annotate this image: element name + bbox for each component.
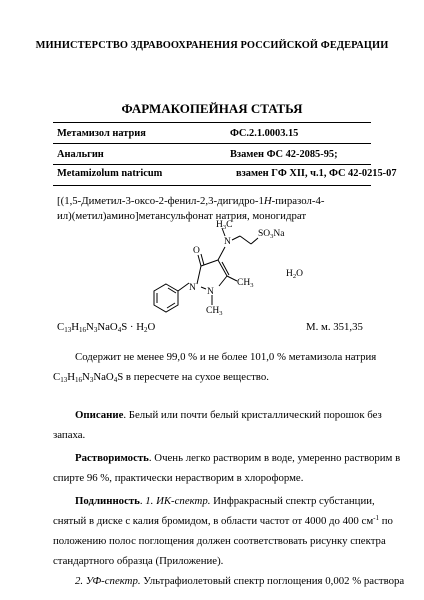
document-type-heading: ФАРМАКОПЕЙНАЯ СТАТЬЯ xyxy=(121,101,303,116)
replaces-note-1: Взамен ФС 42-2085-95; xyxy=(230,149,338,160)
description-line-2: запаха. xyxy=(53,429,86,441)
content-line-2: $C_{13}H_{16}N_3NaO_4S$ в пересчете на сухое вещество. xyxy=(53,371,269,384)
name-russian: Метамизол натрия xyxy=(57,128,146,139)
identity-line-2: снятый в диске с калия бромидом, в области частот от 4000 до 400 $см^{-1}$ по xyxy=(53,514,393,527)
label-h3c: $H_3C$ xyxy=(216,220,233,231)
label-ch3-right: $CH_3$ xyxy=(237,278,254,289)
molecular-mass: М. м. 351,35 xyxy=(306,321,363,333)
name-alternative: Анальгин xyxy=(57,149,104,160)
label-n-amine: N xyxy=(224,237,231,247)
molecular-formula: $C_{13}H_{16}N_3NaO_4S \cdot H_2O$ xyxy=(57,321,156,334)
ministry-heading: МИНИСТЕРСТВО ЗДРАВООХРАНЕНИЯ РОССИЙСКОЙ ФЕДЕРАЦИИ xyxy=(35,40,389,51)
identity-uv-line: 2. УФ-спектр. Ультрафиолетовый спектр поглощения 0,002 % раствора xyxy=(75,575,405,587)
description-line-1: Описание. Белый или почти белый кристаллический порошок без xyxy=(75,409,382,421)
identity-line-3: положению полос поглощения должен соответствовать рисунку спектра xyxy=(53,535,386,547)
solubility-paragraph xyxy=(53,448,401,488)
solubility-line-2: спирте 96 %, практически нерастворим в хлороформе. xyxy=(53,472,304,484)
label-n1: N xyxy=(189,283,196,293)
label-n2: N xyxy=(207,287,214,297)
chemical-name-line-2: ил)(метил)амино]метансульфонат натрия, моногидрат xyxy=(57,210,307,222)
label-so3na: $SO_3Na$ xyxy=(258,229,285,240)
name-latin: Metamizolum natricum xyxy=(57,168,163,179)
label-ch3-bottom: $CH_3$ xyxy=(206,306,223,317)
identity-line-1: Подлинность. 1. ИК-спектр. Инфракрасный спектр субстанции, xyxy=(75,495,375,507)
bond-n-carbonyl xyxy=(197,266,201,284)
identity-line-4: стандартного образца (Приложение). xyxy=(53,555,224,567)
solubility-line-1: Растворимость. Очень легко растворим в воде, умеренно растворим в xyxy=(75,452,401,464)
description-paragraph xyxy=(53,405,382,445)
content-line-1: Содержит не менее 99,0 % и не более 101,0 % метамизола натрия xyxy=(75,351,377,363)
label-water: $H_2O$ xyxy=(286,269,303,280)
content-paragraph xyxy=(53,347,377,387)
document-code: ФС.2.1.0003.15 xyxy=(230,128,299,139)
chemical-name-line-1: [(1,5-Диметил-3-оксо-2-фенил-2,3-дигидро-1H-пиразол-4- xyxy=(57,195,325,207)
replaces-note-2: взамен ГФ XII, ч.1, ФС 42-0215-07 xyxy=(236,168,397,179)
benzene-ring xyxy=(154,284,178,312)
identity-paragraph xyxy=(53,491,405,591)
label-o: O xyxy=(193,246,200,256)
